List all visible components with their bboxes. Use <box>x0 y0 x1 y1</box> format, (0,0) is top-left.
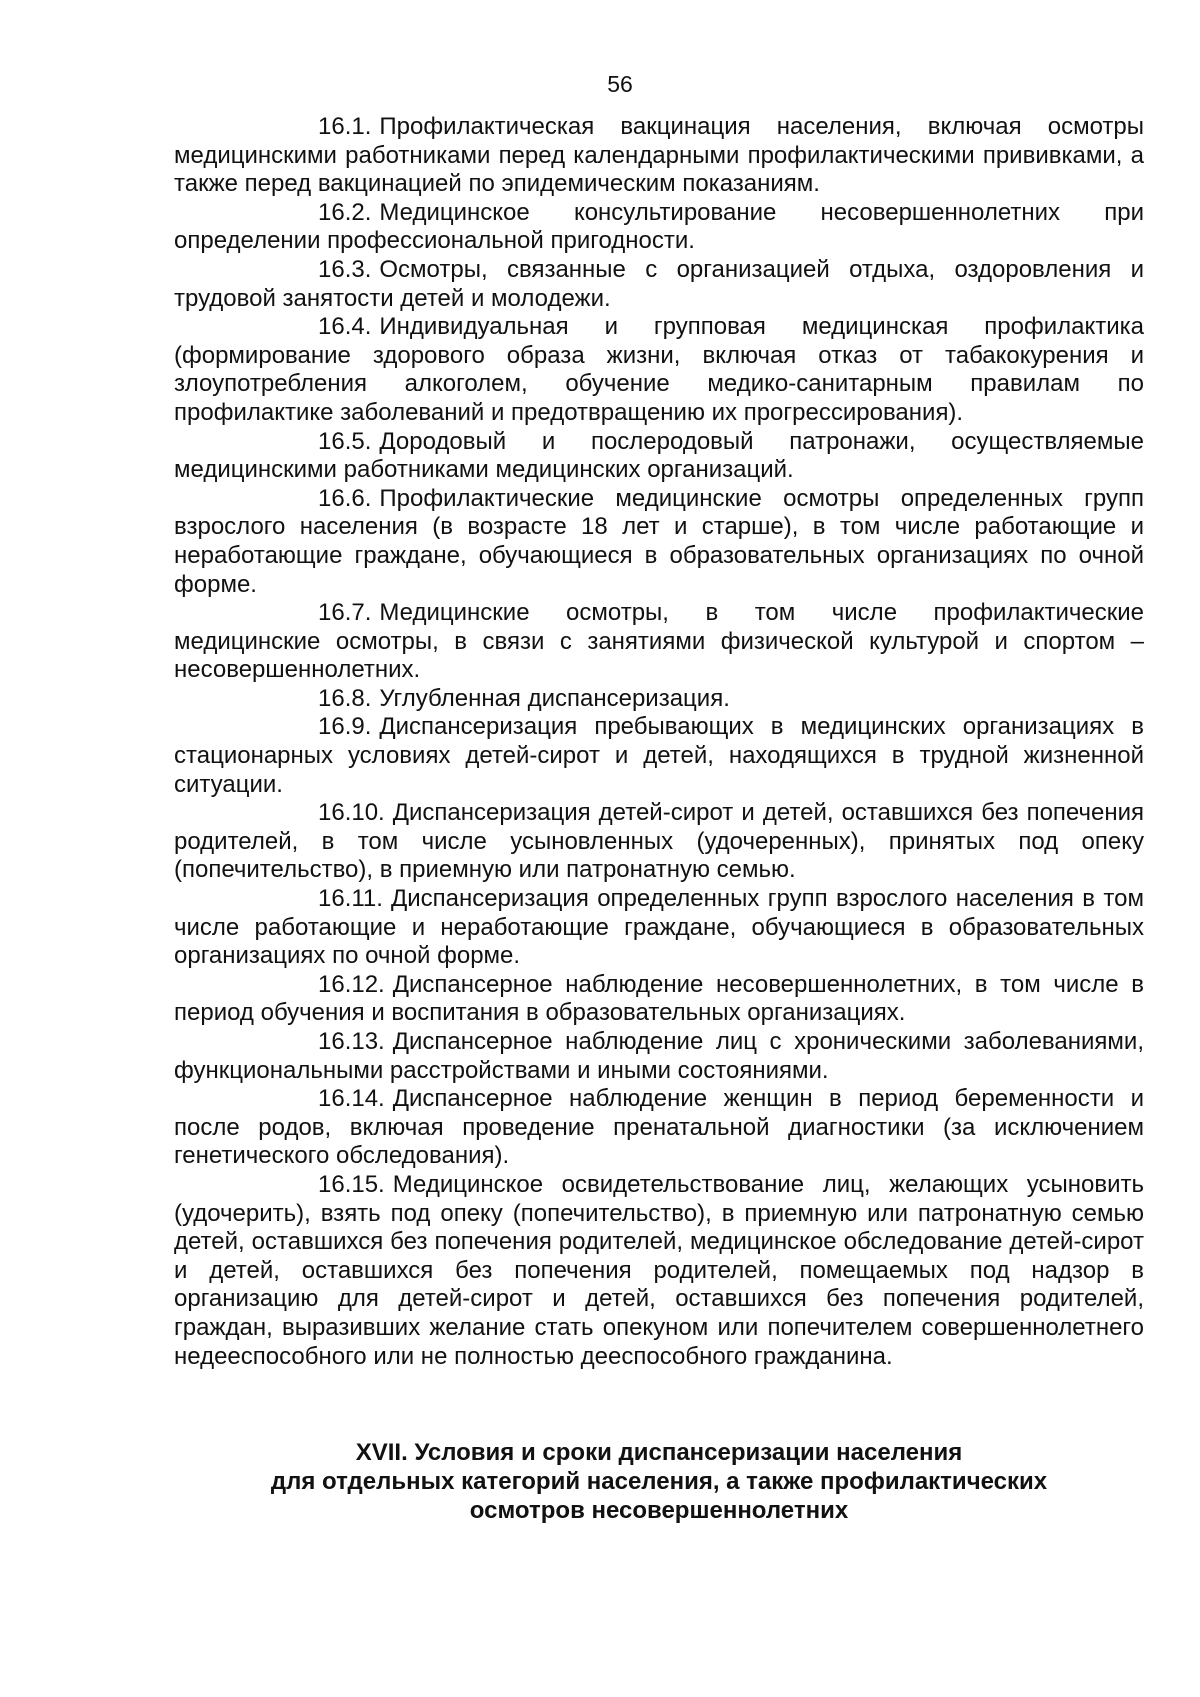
item-number: 16.2. <box>318 198 372 226</box>
item-number: 16.10. <box>318 799 385 827</box>
list-item <box>174 113 1144 199</box>
page-number: 56 <box>607 71 633 97</box>
item-number: 16.12. <box>318 970 385 998</box>
section-title-line: осмотров несовершеннолетних <box>469 1497 849 1524</box>
item-number: 16.11. <box>318 885 383 913</box>
item-text: Диспансерное наблюдение женщин в период беременности и после родов, включая проведение пренатальной диагностики (за исключением генетического обследования). <box>174 1085 1144 1170</box>
item-number: 16.14. <box>318 1085 385 1113</box>
item-text: Углубленная диспансеризация. <box>379 684 730 712</box>
item-number: 16.13. <box>318 1028 385 1055</box>
item-number: 16.4. <box>318 313 372 341</box>
list-item <box>174 1085 1144 1171</box>
item-number: 16.9. <box>318 713 372 741</box>
list-item <box>174 1171 1144 1371</box>
item-number: 16.15. <box>318 1170 385 1198</box>
item-text: Диспансеризация пребывающих в медицинских организациях в стационарных условиях детей-сирот и детей, находящихся в трудной жизненной ситуации. <box>174 713 1144 798</box>
item-text: Диспансеризация определенных групп взрослого населения в том числе работающие и неработающие граждане, обучающиеся в образовательных организациях по очной форме. <box>174 885 1144 970</box>
item-text: Индивидуальная и групповая медицинская профилактика (формирование здорового образа жизни, включая отказ от табакокурения и злоупотребления алкоголем, обучение медико-санитарным правилам по профилактике заболеваний и предотвращению их прогрессирования). <box>174 313 1144 426</box>
item-text: Профилактические медицинские осмотры определенных групп взрослого населения (в возрасте 18 лет и старше), в том числе работающие и неработающие граждане, обучающиеся в образовательных организациях по очной форме. <box>174 484 1144 598</box>
list-item <box>174 599 1144 685</box>
list-item <box>174 256 1144 313</box>
section-title <box>174 1438 1144 1525</box>
item-text: Медицинское освидетельствование лиц, желающих усыновить (удочерить), взять под опеку (попечительство), в приемную или патронатную семью детей, оставшихся без попечения родителей, медицинское обследование детей-сирот и детей, оставшихся без попечения родителей, помещаемых под надзор в организацию для детей-сирот и детей, оставшихся без попечения родителей, граждан, выразивших желание стать опекуном или попечителем совершеннолетнего недееспособного или не полностью дееспособного гражданина. <box>174 1170 1144 1370</box>
section-title-line: для отдельных категорий населения, а также профилактических <box>270 1468 1048 1495</box>
list-item <box>174 885 1144 971</box>
item-text: Профилактическая вакцинация населения, включая осмотры медицинскими работниками перед календарными профилактическими прививками, а также перед вакцинацией по эпидемическим показаниям. <box>174 113 1144 198</box>
list-item <box>174 1028 1144 1085</box>
item-text: Диспансерное наблюдение несовершеннолетних, в том числе в период обучения и воспитания в образовательных организациях. <box>174 970 1144 1027</box>
list-item <box>174 713 1144 799</box>
item-number: 16.5. <box>318 427 372 455</box>
item-text: Дородовый и послеродовый патронажи, осуществляемые медицинскими работниками медицинских организаций. <box>174 427 1144 484</box>
item-number: 16.3. <box>318 255 372 283</box>
list-item <box>174 428 1144 485</box>
item-text: Осмотры, связанные с организацией отдыха, оздоровления и трудовой занятости детей и молодежи. <box>174 255 1144 312</box>
item-number: 16.8. <box>318 684 372 712</box>
item-number: 16.6. <box>318 484 372 512</box>
list-content <box>174 113 1144 1371</box>
list-item <box>174 485 1144 599</box>
item-text: Медицинское консультирование несовершеннолетних при определении профессиональной пригодности. <box>174 198 1144 255</box>
item-number: 16.7. <box>318 599 372 627</box>
item-text: Диспансерное наблюдение лиц с хроническими заболеваниями, функциональными расстройствами и иными состояниями. <box>174 1028 1144 1084</box>
item-text: Медицинские осмотры, в том числе профилактические медицинские осмотры, в связи с занятиями физической культурой и спортом – несовершеннолетних. <box>174 599 1144 684</box>
list-item <box>174 799 1144 885</box>
section-title-line: XVII. Условия и сроки диспансеризации населения <box>355 1439 963 1466</box>
list-item <box>174 971 1144 1028</box>
list-item <box>174 685 1144 714</box>
list-item <box>174 313 1144 427</box>
list-item <box>174 199 1144 256</box>
item-text: Диспансеризация детей-сирот и детей, оставшихся без попечения родителей, в том числе усыновленных (удочеренных), принятых под опеку (попечительство), в приемную или патронатную семью. <box>174 799 1144 884</box>
item-number: 16.1. <box>318 113 372 140</box>
